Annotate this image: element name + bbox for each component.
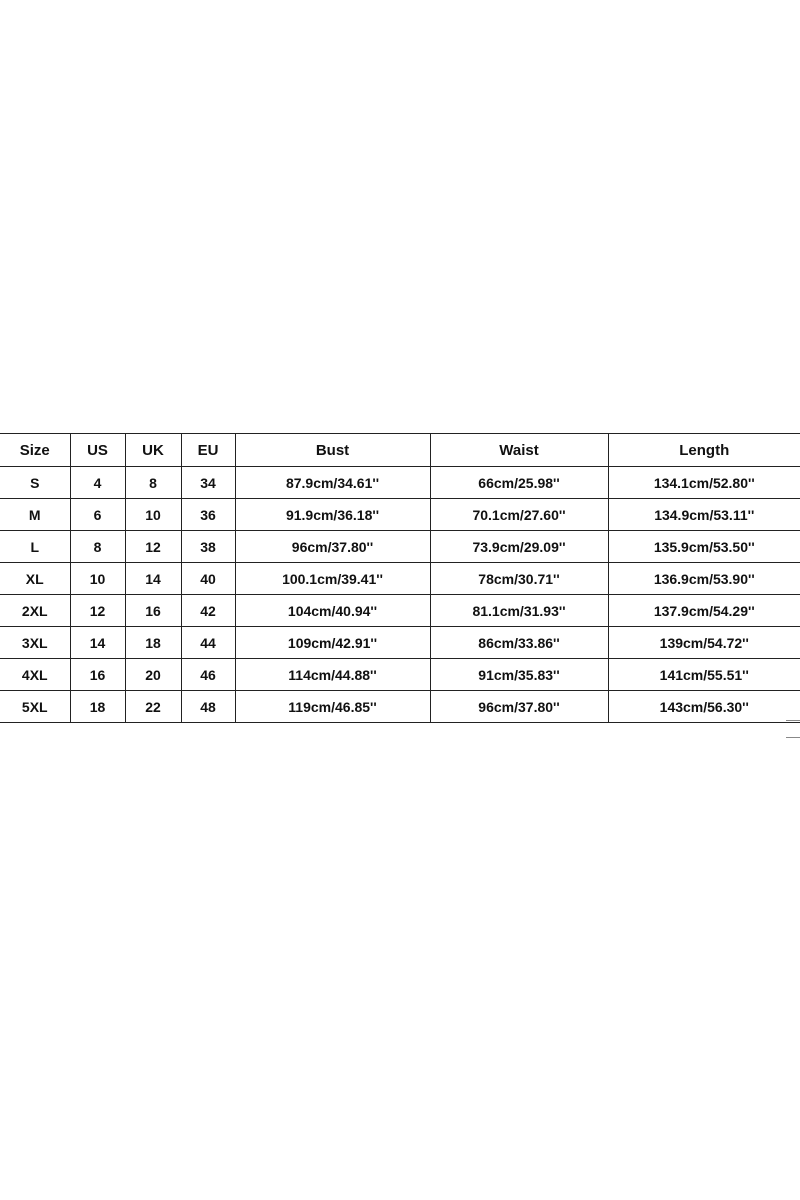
cell-waist: 86cm/33.86''	[430, 627, 608, 659]
header-size: Size	[0, 434, 70, 467]
cell-eu: 34	[181, 467, 235, 499]
header-us: US	[70, 434, 125, 467]
table-row	[0, 563, 800, 595]
table-row	[0, 627, 800, 659]
cell-uk: 8	[125, 467, 181, 499]
cell-us: 14	[70, 627, 125, 659]
cell-waist: 91cm/35.83''	[430, 659, 608, 691]
cell-us: 8	[70, 531, 125, 563]
cell-bust: 114cm/44.88''	[235, 659, 430, 691]
cell-uk: 10	[125, 499, 181, 531]
size-chart-table	[0, 433, 800, 723]
cell-length: 134.9cm/53.11''	[608, 499, 800, 531]
cell-us: 10	[70, 563, 125, 595]
cell-us: 16	[70, 659, 125, 691]
header-length: Length	[608, 434, 800, 467]
cell-us: 12	[70, 595, 125, 627]
cell-size: 3XL	[0, 627, 70, 659]
header-bust: Bust	[235, 434, 430, 467]
cell-bust: 87.9cm/34.61''	[235, 467, 430, 499]
cell-bust: 109cm/42.91''	[235, 627, 430, 659]
cell-length: 134.1cm/52.80''	[608, 467, 800, 499]
header-uk: UK	[125, 434, 181, 467]
cell-waist: 73.9cm/29.09''	[430, 531, 608, 563]
cell-size: S	[0, 467, 70, 499]
cell-size: M	[0, 499, 70, 531]
cell-length: 137.9cm/54.29''	[608, 595, 800, 627]
cell-bust: 96cm/37.80''	[235, 531, 430, 563]
cell-size: L	[0, 531, 70, 563]
cell-length: 141cm/55.51''	[608, 659, 800, 691]
cell-eu: 42	[181, 595, 235, 627]
cell-eu: 36	[181, 499, 235, 531]
cell-waist: 81.1cm/31.93''	[430, 595, 608, 627]
cell-eu: 38	[181, 531, 235, 563]
cell-waist: 96cm/37.80''	[430, 691, 608, 723]
cell-uk: 22	[125, 691, 181, 723]
header-waist: Waist	[430, 434, 608, 467]
table-row	[0, 499, 800, 531]
cell-size: XL	[0, 563, 70, 595]
cell-uk: 14	[125, 563, 181, 595]
edge-divider	[786, 737, 800, 738]
size-chart	[0, 433, 800, 718]
cell-waist: 66cm/25.98''	[430, 467, 608, 499]
cell-bust: 91.9cm/36.18''	[235, 499, 430, 531]
header-eu: EU	[181, 434, 235, 467]
cell-us: 18	[70, 691, 125, 723]
cell-eu: 48	[181, 691, 235, 723]
table-header-row	[0, 434, 800, 467]
edge-divider	[786, 720, 800, 721]
cell-length: 135.9cm/53.50''	[608, 531, 800, 563]
table-row	[0, 531, 800, 563]
cell-waist: 78cm/30.71''	[430, 563, 608, 595]
table-row	[0, 691, 800, 723]
cell-length: 143cm/56.30''	[608, 691, 800, 723]
table-row	[0, 659, 800, 691]
cell-waist: 70.1cm/27.60''	[430, 499, 608, 531]
cell-eu: 40	[181, 563, 235, 595]
cell-bust: 104cm/40.94''	[235, 595, 430, 627]
cell-us: 4	[70, 467, 125, 499]
cell-size: 5XL	[0, 691, 70, 723]
cell-size: 4XL	[0, 659, 70, 691]
cell-bust: 100.1cm/39.41''	[235, 563, 430, 595]
cell-eu: 46	[181, 659, 235, 691]
cell-size: 2XL	[0, 595, 70, 627]
cell-us: 6	[70, 499, 125, 531]
cell-uk: 20	[125, 659, 181, 691]
cell-bust: 119cm/46.85''	[235, 691, 430, 723]
cell-uk: 12	[125, 531, 181, 563]
cell-length: 139cm/54.72''	[608, 627, 800, 659]
cell-uk: 16	[125, 595, 181, 627]
cell-length: 136.9cm/53.90''	[608, 563, 800, 595]
table-row	[0, 595, 800, 627]
cell-uk: 18	[125, 627, 181, 659]
table-row	[0, 467, 800, 499]
cell-eu: 44	[181, 627, 235, 659]
